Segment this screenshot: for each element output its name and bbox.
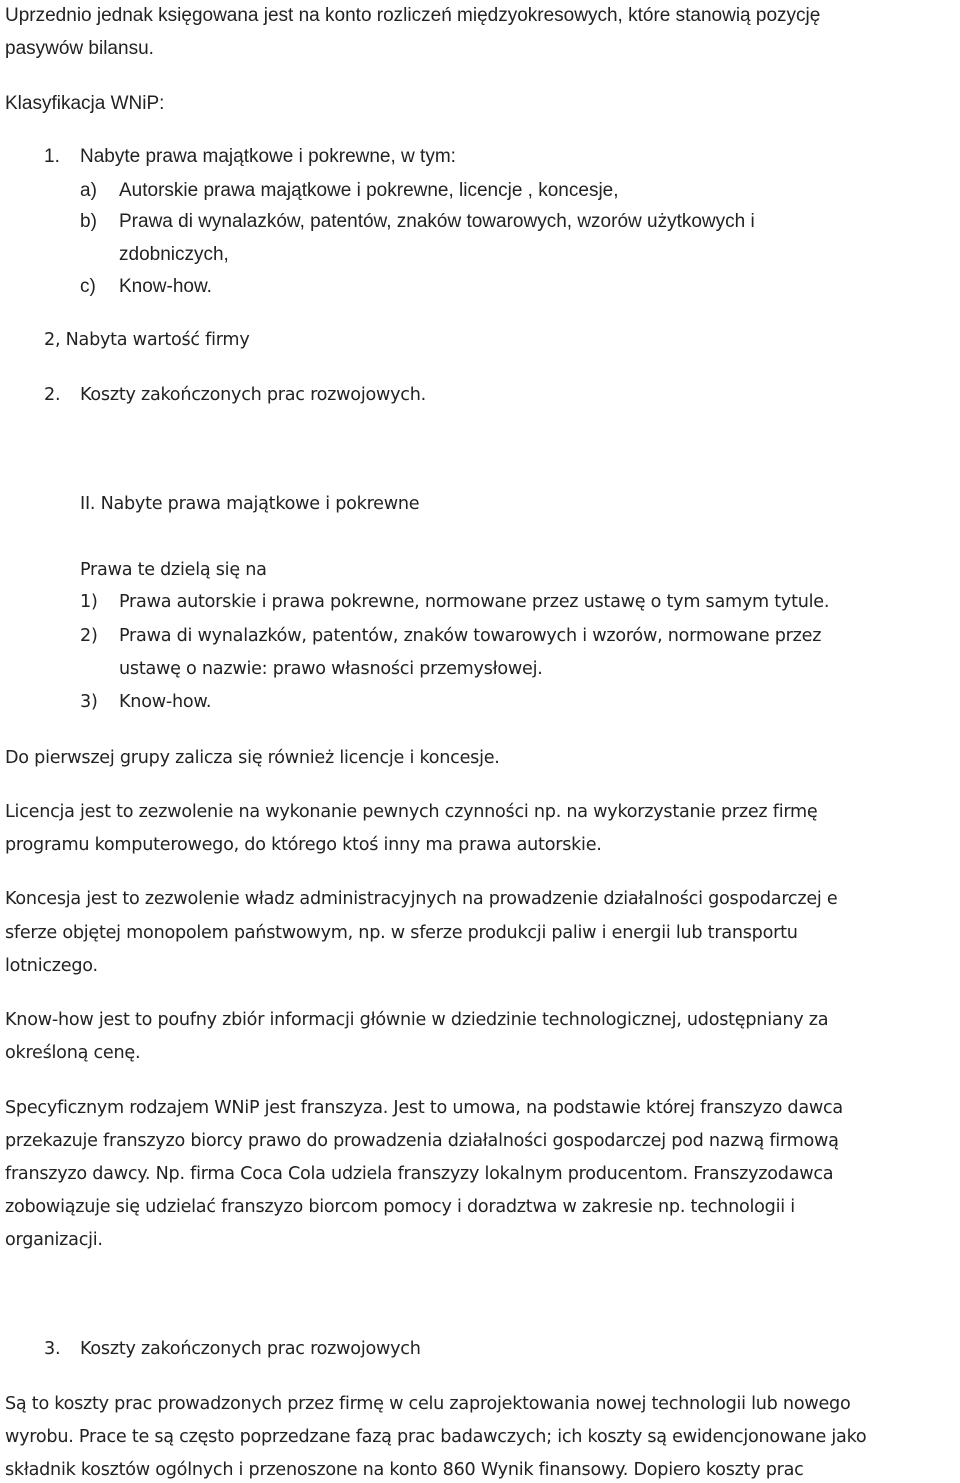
classification-heading: Klasyfikacja WNiP:: [5, 93, 165, 114]
section-3-heading: Koszty zakończonych prac rozwojowych: [80, 1339, 421, 1359]
list-number-1: 1.: [44, 146, 60, 167]
paragraph-5-line-2: przekazuje franszyzo biorcy prawo do prowadzenia działalności gospodarczej pod nazwą firmową: [5, 1131, 839, 1151]
paragraph-3-line-1: Koncesja jest to zezwolenie władz administracyjnych na prowadzenie działalności gospodarczej e: [5, 889, 838, 909]
section-2-marker-1: 1): [80, 592, 98, 612]
section-2-item-3: Know-how.: [119, 692, 212, 712]
paragraph-5-line-3: franszyzo dawcy. Np. firma Coca Cola udziela franszyzy lokalnym producentom. Franszyzodawca: [5, 1164, 834, 1184]
section-2-heading: II. Nabyte prawa majątkowe i pokrewne: [80, 494, 420, 514]
paragraph-4-line-1: Know-how jest to poufny zbiór informacji głównie w dziedzinie technologicznej, udostępniany za: [5, 1010, 829, 1030]
intro-line-2: pasywów bilansu.: [5, 38, 154, 59]
section-2-intro: Prawa te dzielą się na: [80, 560, 267, 580]
section-2-item-2-line-1: Prawa di wynalazków, patentów, znaków towarowych i wzorów, normowane przez: [119, 626, 822, 646]
paragraph-4-line-2: określoną cenę.: [5, 1043, 141, 1063]
section-2-marker-3: 3): [80, 692, 98, 712]
section-3-paragraph-line-2: wyrobu. Prace te są często poprzedzane fazą prac badawczych; ich koszty są ewidencjonowane jako: [5, 1427, 867, 1447]
paragraph-2-line-1: Licencja jest to zezwolenie na wykonanie pewnych czynności np. na wykorzystanie przez firmę: [5, 802, 818, 822]
list-item-b-line-2: zdobniczych,: [119, 244, 229, 265]
section-2-marker-2: 2): [80, 626, 98, 646]
section-3-paragraph-line-3: składnik kosztów ogólnych i przenoszone na konto 860 Wynik finansowy. Dopiero koszty prac: [5, 1460, 804, 1480]
list-number-2: 2.: [44, 385, 61, 405]
list-item-b-line-1: Prawa di wynalazków, patentów, znaków towarowych, wzorów użytkowych i: [119, 211, 755, 232]
intro-line-1: Uprzednio jednak księgowana jest na konto rozliczeń międzyokresowych, które stanowią pozycję: [5, 5, 821, 26]
list-item-1: Nabyte prawa majątkowe i pokrewne, w tym:: [80, 146, 456, 167]
section-2-item-1: Prawa autorskie i prawa pokrewne, normowane przez ustawę o tym samym tytule.: [119, 592, 830, 612]
section-3-paragraph-line-1: Są to koszty prac prowadzonych przez firmę w celu zaprojektowania nowej technologii lub nowego: [5, 1394, 851, 1414]
list-item-c: Know-how.: [119, 276, 212, 297]
paragraph-2-line-2: programu komputerowego, do którego ktoś inny ma prawa autorskie.: [5, 835, 602, 855]
list-item-a: Autorskie prawa majątkowe i pokrewne, licencje , koncesje,: [119, 180, 619, 201]
list-item-3: Koszty zakończonych prac rozwojowych.: [80, 385, 426, 405]
paragraph-1: Do pierwszej grupy zalicza się również licencje i koncesje.: [5, 748, 500, 768]
list-marker-c: c): [80, 276, 96, 297]
section-3-number: 3.: [44, 1339, 61, 1359]
paragraph-3-line-2: sferze objętej monopolem państwowym, np. w sferze produkcji paliw i energii lub transportu: [5, 923, 798, 943]
paragraph-5-line-5: organizacji.: [5, 1230, 103, 1250]
list-marker-a: a): [80, 180, 97, 201]
list-marker-b: b): [80, 211, 97, 232]
list-item-2: 2, Nabyta wartość firmy: [44, 330, 250, 350]
paragraph-5-line-4: zobowiązuje się udzielać franszyzo biorcom pomocy i doradztwa w zakresie np. technologii i: [5, 1197, 795, 1217]
paragraph-5-line-1: Specyficznym rodzajem WNiP jest franszyza. Jest to umowa, na podstawie której franszyzo dawca: [5, 1098, 843, 1118]
paragraph-3-line-3: lotniczego.: [5, 956, 98, 976]
section-2-item-2-line-2: ustawę o nazwie: prawo własności przemysłowej.: [119, 659, 543, 679]
